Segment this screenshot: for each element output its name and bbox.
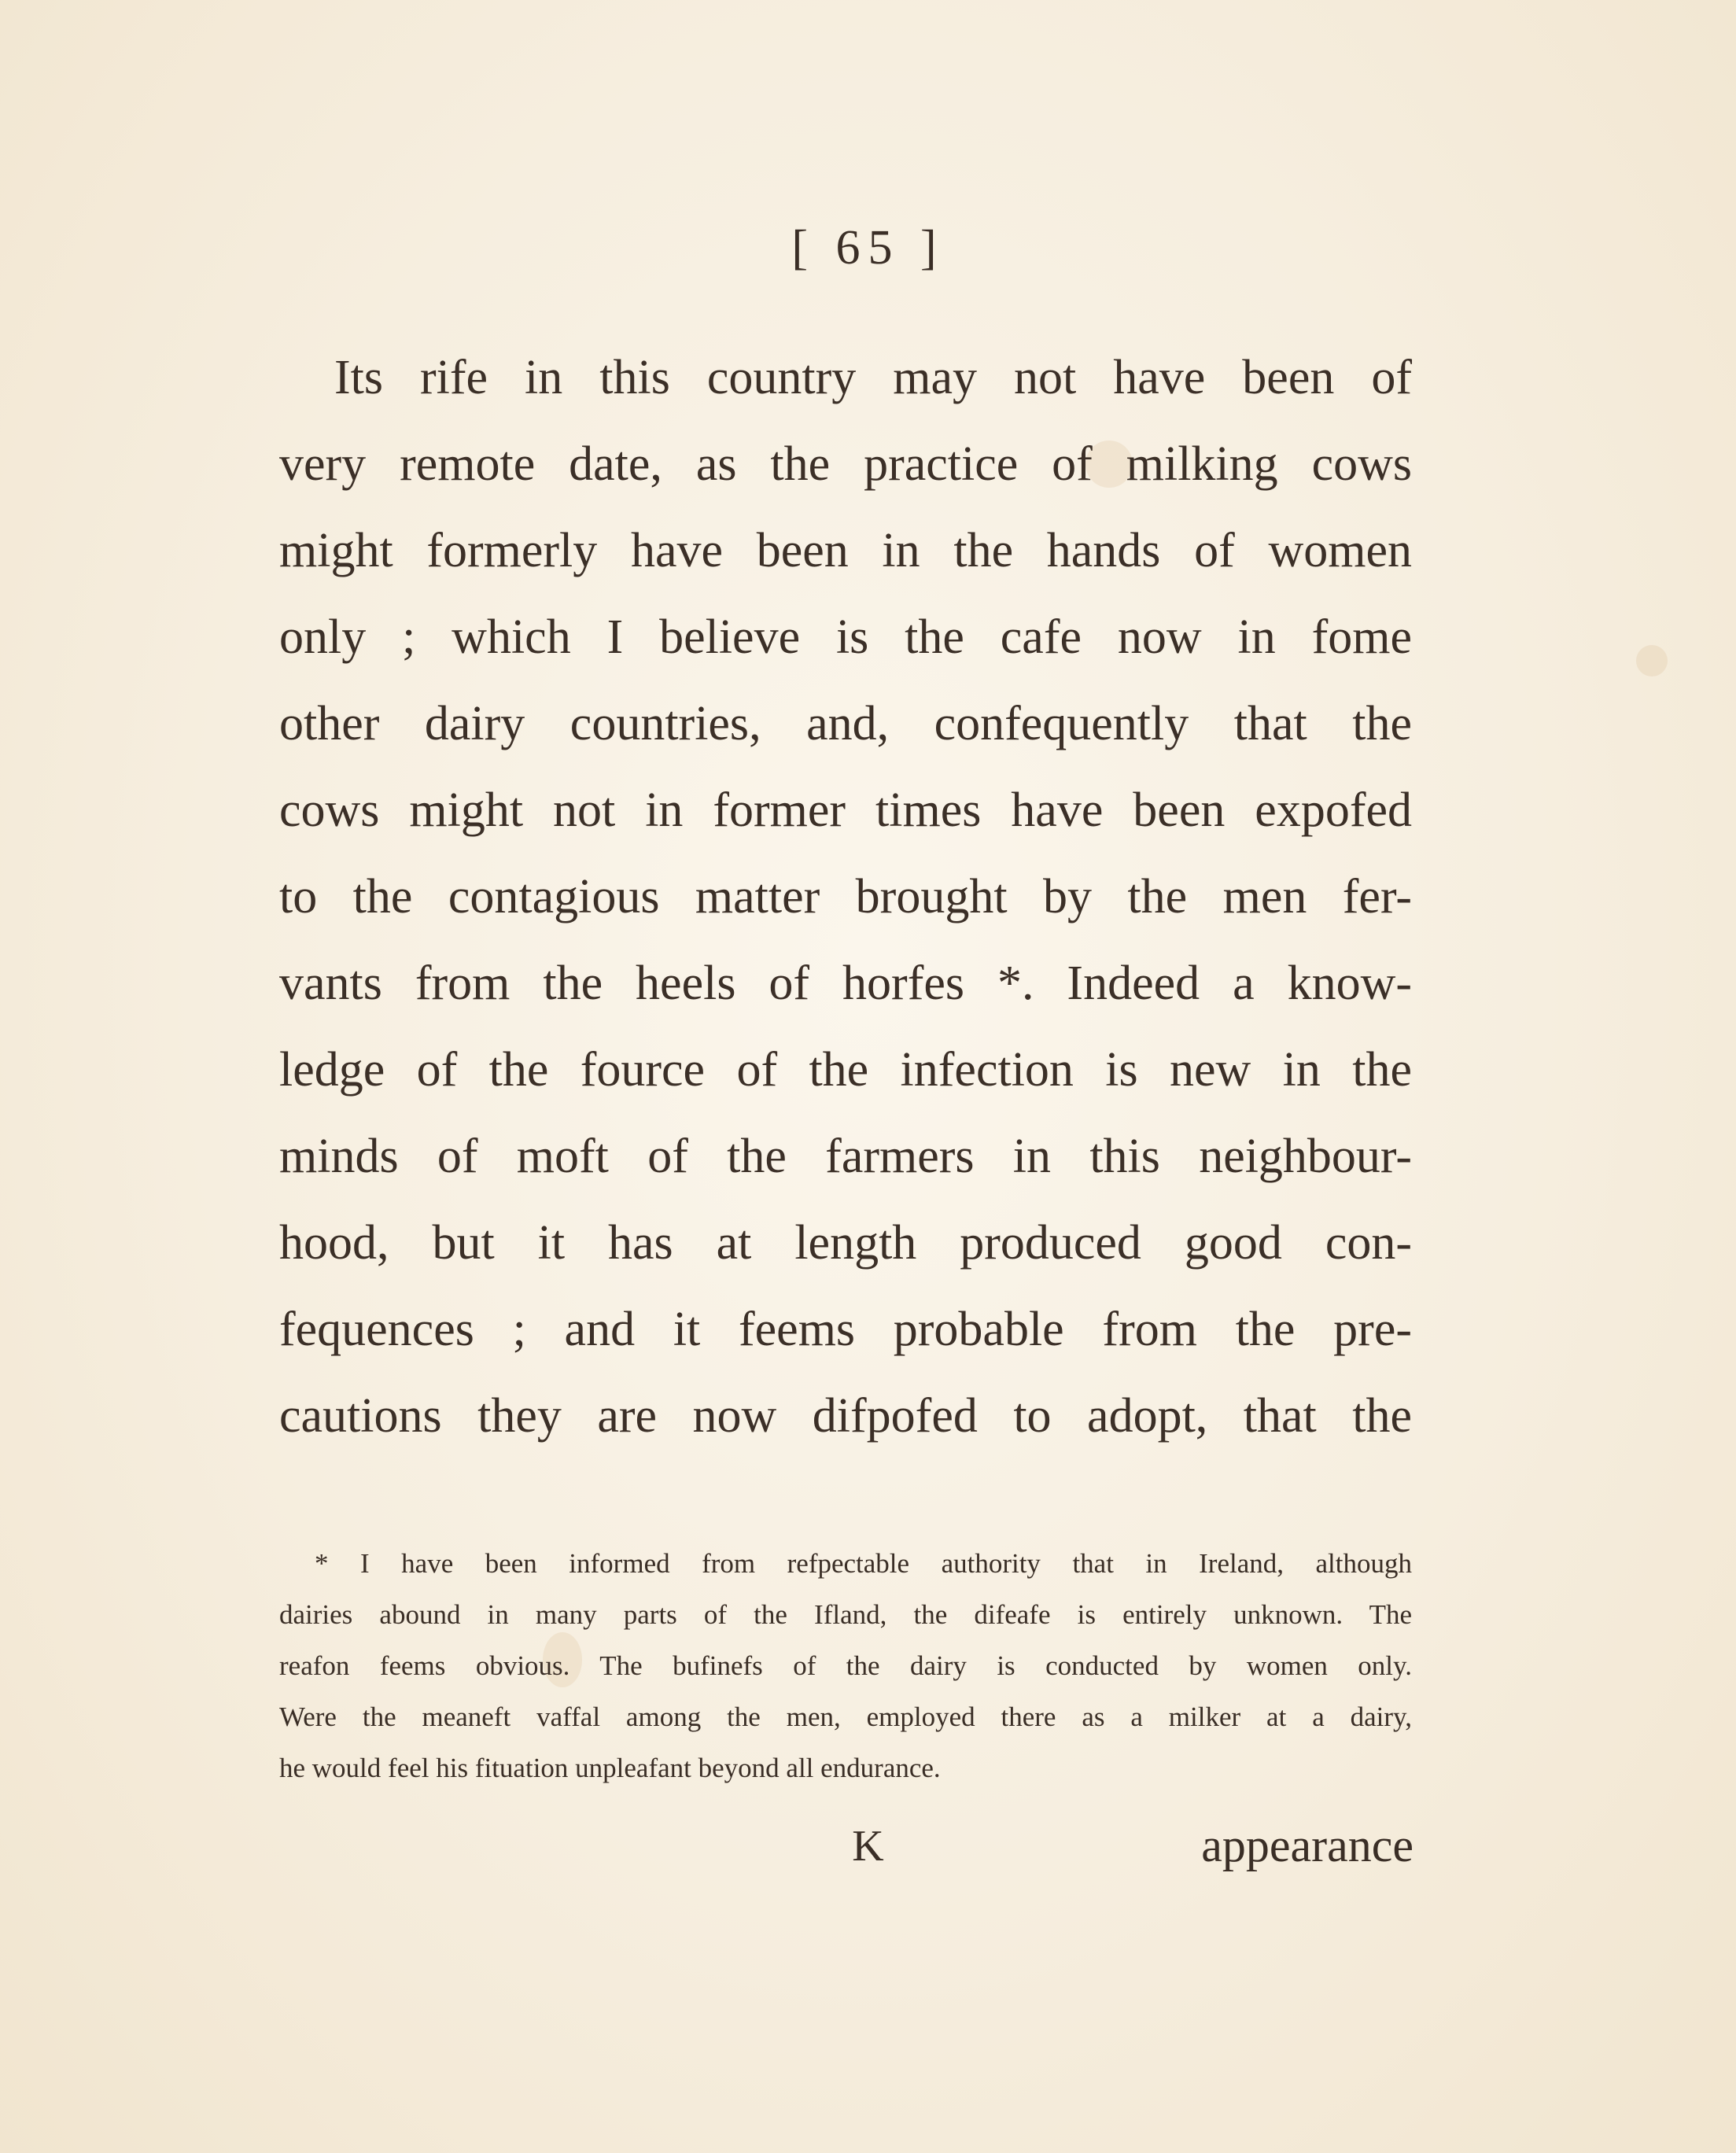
text-line: ledge of the fource of the infection is new in the — [279, 1043, 1412, 1097]
catchword: appearance — [1201, 1819, 1413, 1871]
paper-stain — [1636, 645, 1668, 676]
footnote-line: reafon feems obvious. The bufinefs of the dairy is conducted by women only. — [279, 1650, 1412, 1681]
footnote-line: he would feel his fituation unpleafant beyond all endurance. — [279, 1753, 941, 1783]
footnote — [279, 1538, 1412, 1794]
footnote-line: * I have been informed from refpectable authority that in Ireland, although — [315, 1548, 1412, 1579]
text-line: fequences ; and it feems probable from the pre- — [279, 1303, 1412, 1356]
footnote-line: dairies abound in many parts of the Ifland, the difeafe is entirely unknown. The — [279, 1599, 1412, 1630]
text-line: Its rife in this country may not have been of — [334, 351, 1412, 404]
text-line: hood, but it has at length produced good con- — [279, 1216, 1412, 1270]
text-line: only ; which I believe is the cafe now in fome — [279, 610, 1412, 664]
page-number: [ 65 ] — [791, 221, 945, 275]
text-line: minds of moft of the farmers in this neighbour- — [279, 1130, 1412, 1183]
text-line: cautions they are now difpofed to adopt, that the — [279, 1389, 1412, 1443]
footnote-line: Were the meaneft vaffal among the men, employed there as a milker at a dairy, — [279, 1701, 1412, 1732]
text-line: cows might not in former times have been expofed — [279, 783, 1412, 837]
text-line: to the contagious matter brought by the men fer- — [279, 870, 1412, 924]
signature-mark: K — [852, 1822, 884, 1871]
text-line: might formerly have been in the hands of women — [279, 524, 1412, 577]
text-line: vants from the heels of horfes *. Indeed a know- — [279, 957, 1412, 1010]
body-text — [279, 334, 1412, 1459]
text-line: other dairy countries, and, confequently that the — [279, 697, 1412, 750]
text-line: very remote date, as the practice of milking cows — [279, 437, 1412, 491]
